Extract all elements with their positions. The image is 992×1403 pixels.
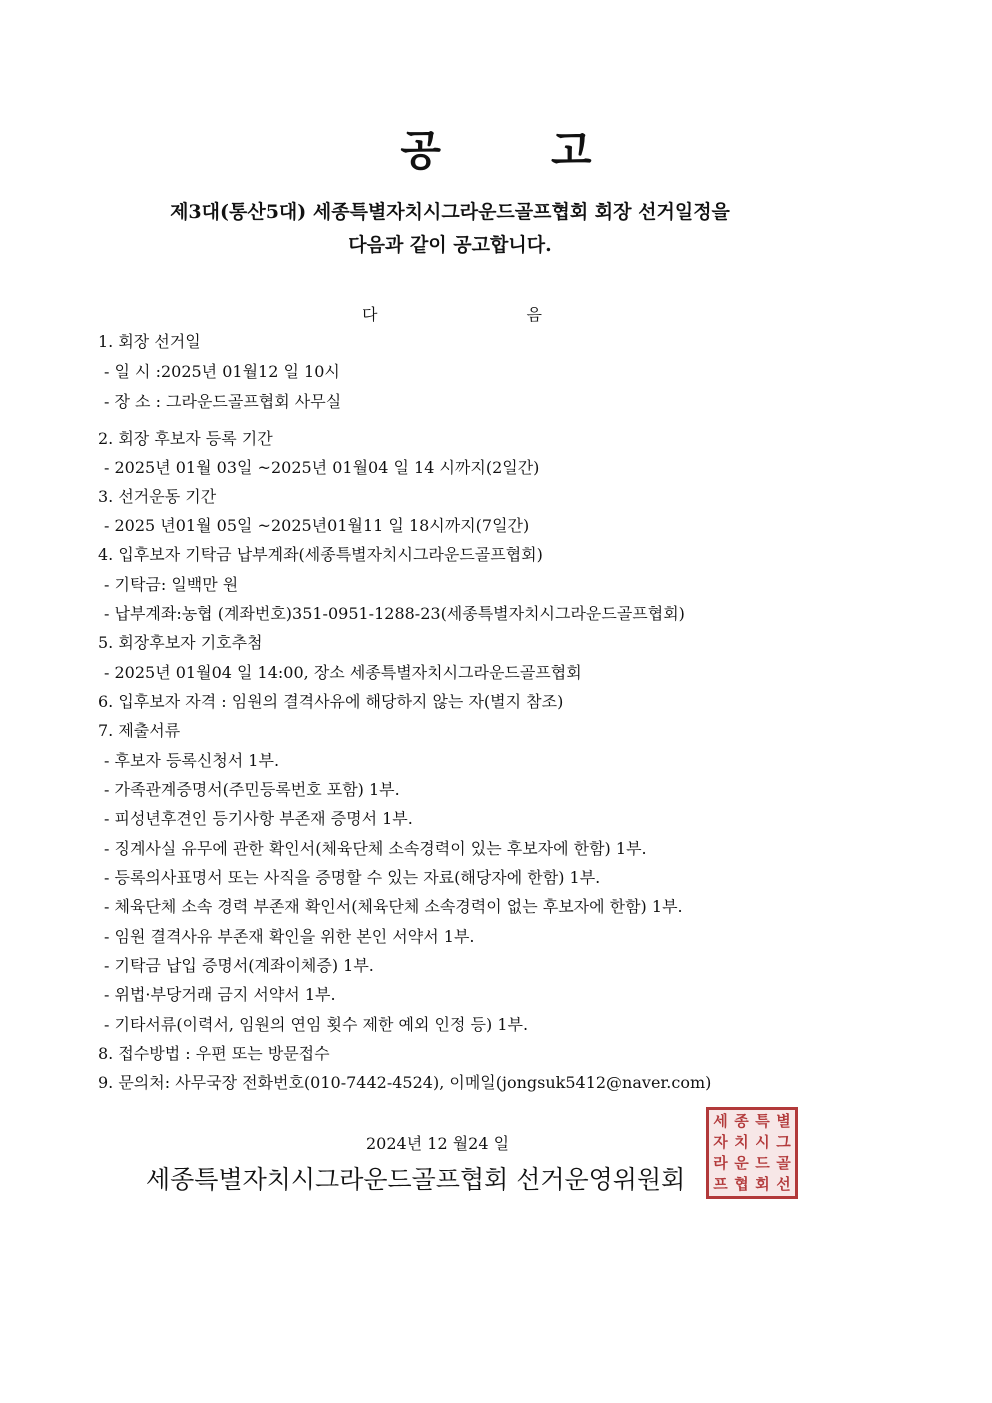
notice-date: 2024년 12 월24 일	[366, 1134, 510, 1153]
dhaum-char-2: 음	[526, 305, 542, 324]
seal-glyph: 자	[713, 1133, 728, 1151]
section-3-heading: 3. 선거운동 기간	[98, 487, 217, 506]
seal-glyph: 시	[755, 1133, 770, 1151]
campaign-period-line: - 2025 년01월 05일 ~2025년01월11 일 18시까지(7일간)	[104, 516, 530, 535]
seal-glyph: 세	[713, 1112, 728, 1130]
committee-signature: 세종특별자치시그라운드골프협회 선거운영위원회	[146, 1165, 686, 1194]
deposit-amount-line: - 기탁금: 일백만 원	[104, 575, 239, 594]
document-item: - 징계사실 유무에 관한 확인서(체육단체 소속경력이 있는 후보자에 한함) 1부.	[104, 839, 647, 858]
seal-glyph: 협	[734, 1175, 749, 1193]
section-2-heading: 2. 회장 후보자 등록 기간	[98, 429, 273, 448]
dhaum-heading	[362, 302, 542, 325]
seal-glyph: 프	[713, 1175, 728, 1193]
seal-glyph: 드	[755, 1154, 770, 1172]
document-item: - 가족관계증명서(주민등록번호 포함) 1부.	[104, 780, 400, 799]
number-draw-line: - 2025년 01월04 일 14:00, 장소 세종특별자치시그라운드골프협회	[104, 663, 582, 682]
document-item: - 임원 결격사유 부존재 확인을 위한 본인 서약서 1부.	[104, 927, 475, 946]
document-item: - 체육단체 소속 경력 부존재 확인서(체육단체 소속경력이 없는 후보자에 한함) 1부.	[104, 897, 683, 916]
registration-period-line: - 2025년 01월 03일 ~2025년 01월04 일 14 시까지(2일간)	[104, 458, 540, 477]
section-7-heading: 7. 제출서류	[98, 721, 181, 740]
seal-glyph: 종	[734, 1112, 749, 1130]
seal-glyph: 선	[776, 1175, 791, 1193]
section-1-heading: 1. 회장 선거일	[98, 332, 201, 351]
election-date-line: - 일 시 :2025년 01월12 일 10시	[104, 362, 340, 381]
section-4-heading: 4. 입후보자 기탁금 납부계좌(세종특별자치시그라운드골프협회)	[98, 545, 543, 564]
document-item: - 위법·부당거래 금지 서약서 1부.	[104, 985, 336, 1004]
election-place-line: - 장 소 : 그라운드골프협회 사무실	[104, 392, 342, 411]
deposit-account-line: - 납부계좌:농협 (계좌번호)351-0951-1288-23(세종특별자치시그라운드골프협회)	[104, 604, 685, 623]
seal-glyph: 골	[776, 1154, 791, 1172]
official-seal	[706, 1107, 798, 1199]
document-item: - 피성년후견인 등기사항 부존재 증명서 1부.	[104, 809, 413, 828]
dhaum-char-1: 다	[362, 305, 378, 324]
seal-glyph: 치	[734, 1133, 749, 1151]
seal-glyph: 특	[755, 1112, 770, 1130]
intro-line-1: 제3대(통산5대) 세종특별자치시그라운드골프협회 회장 선거일정을	[170, 201, 730, 223]
seal-glyph: 운	[734, 1154, 749, 1172]
document-item: - 후보자 등록신청서 1부.	[104, 751, 280, 770]
seal-glyph: 라	[713, 1154, 728, 1172]
notice-title: 공고	[400, 126, 702, 175]
seal-glyph: 그	[776, 1133, 791, 1151]
section-6-heading: 6. 입후보자 자격 : 임원의 결격사유에 해당하지 않는 자(별지 참조)	[98, 692, 564, 711]
seal-glyph: 별	[776, 1112, 791, 1130]
document-item: - 등록의사표명서 또는 사직을 증명할 수 있는 자료(해당자에 한함) 1부.	[104, 868, 601, 887]
section-5-heading: 5. 회장후보자 기호추첨	[98, 633, 263, 652]
section-8-heading: 8. 접수방법 : 우편 또는 방문접수	[98, 1044, 330, 1063]
seal-glyph: 회	[755, 1175, 770, 1193]
document-item: - 기타서류(이력서, 임원의 연임 횟수 제한 예외 인정 등) 1부.	[104, 1015, 529, 1034]
section-9-contact: 9. 문의처: 사무국장 전화번호(010-7442-4524), 이메일(jongsuk5412@naver.com)	[98, 1073, 712, 1092]
intro-line-2: 다음과 같이 공고합니다.	[348, 234, 552, 256]
document-item: - 기탁금 납입 증명서(계좌이체증) 1부.	[104, 956, 374, 975]
